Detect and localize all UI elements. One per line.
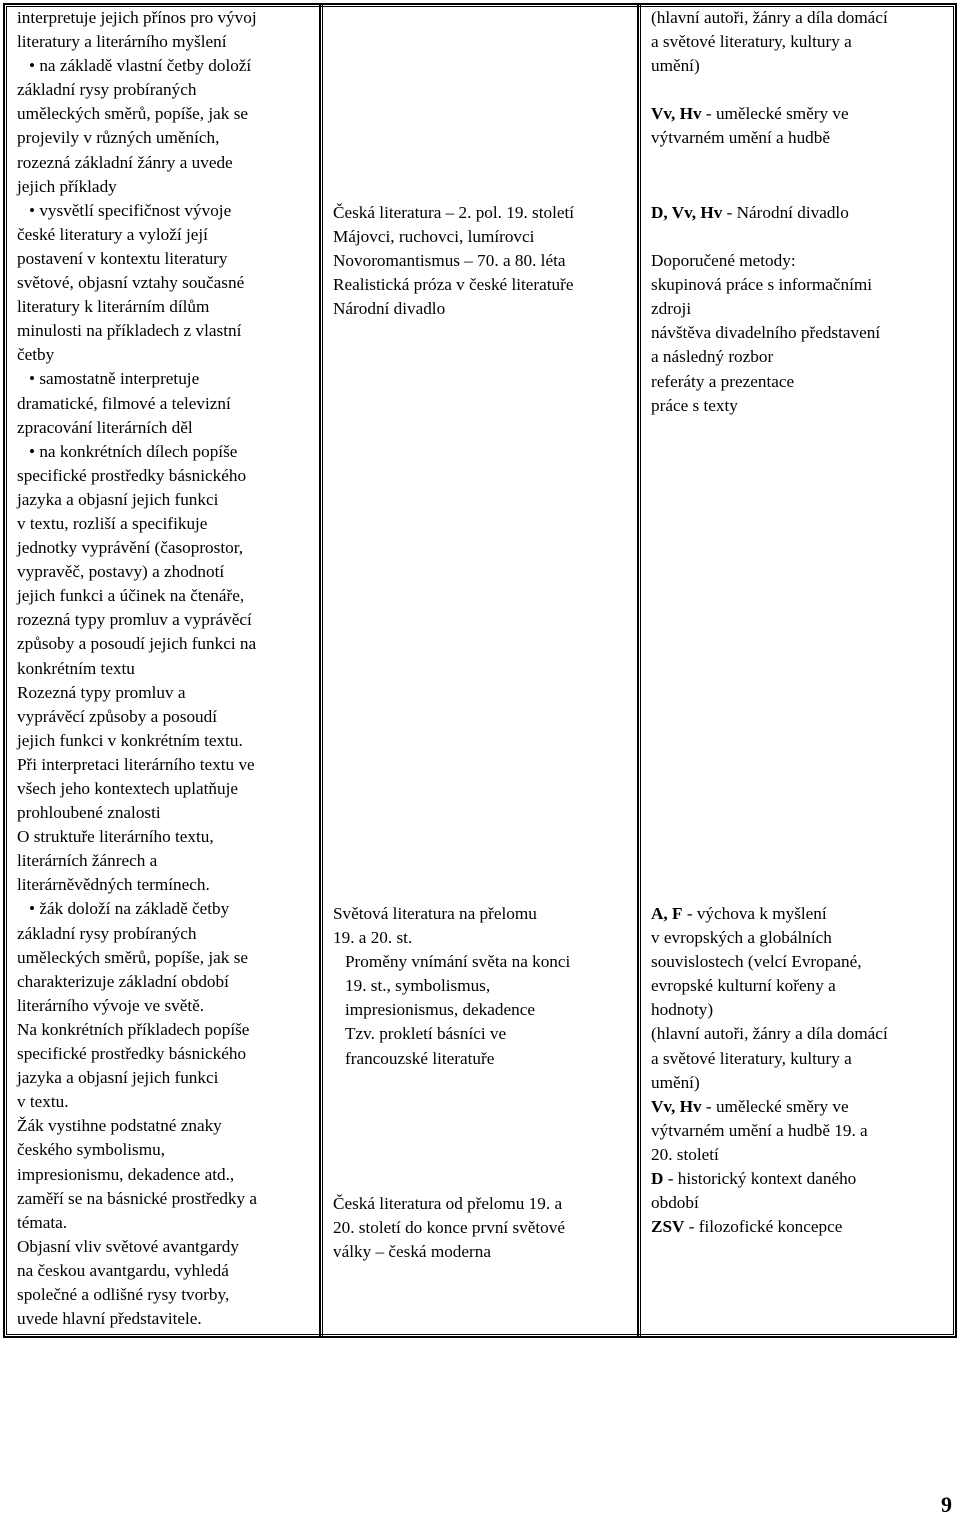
text-line: jejich funkci v konkrétním textu. <box>17 730 243 750</box>
text-line: Na konkrétních příkladech popíše <box>17 1019 250 1039</box>
methods-heading: Doporučené metody: <box>651 251 796 271</box>
text-line: Národní divadlo <box>333 299 446 319</box>
text-line: základní rysy probíraných <box>17 923 197 943</box>
text-line: výtvarném umění a hudbě <box>651 128 830 148</box>
text-line: Vv, Hv - umělecké směry ve <box>651 1096 849 1116</box>
method-item: a následný rozbor <box>651 347 774 367</box>
crosscurricular-low <box>651 902 951 1239</box>
text-line: období <box>651 1193 699 1213</box>
text-line: všech jeho kontextech uplatňuje <box>17 779 238 798</box>
bullet-item: • vysvětlí specifičnost vývoje <box>29 200 232 220</box>
text-line: rozezná základní žánry a uvede <box>17 152 233 172</box>
topics-block-3 <box>333 1192 633 1264</box>
text-line: rozezná typy promluv a vyprávěcí <box>17 610 252 630</box>
text-line: Proměny vnímání světa na konci <box>345 952 571 972</box>
text-line: (hlavní autoři, žánry a díla domácí <box>651 1024 888 1044</box>
text-line: společné a odlišné rysy tvorby, <box>17 1284 230 1304</box>
text-line: způsoby a posoudí jejich funkci na <box>17 634 257 654</box>
text-line: v textu. <box>17 1092 69 1112</box>
text-line: A, F - výchova k myšlení <box>651 904 827 923</box>
text-line: 19. a 20. st. <box>333 928 413 948</box>
text-line: zaměří se na básnické prostředky a <box>17 1188 258 1208</box>
text-line: uměleckých směrů, popíše, jak se <box>17 104 249 124</box>
topics-block-1 <box>333 201 633 321</box>
bullet-item: • žák doloží na základě četby <box>29 899 230 919</box>
method-item: referáty a prezentace <box>651 371 795 391</box>
text-line: Objasní vliv světové avantgardy <box>17 1236 239 1256</box>
text-line: literárních žánrech a <box>17 851 158 871</box>
text-line: 19. st., symbolismus, <box>345 976 491 996</box>
text-line: impresionismus, dekadence <box>345 1000 535 1020</box>
text-line: výtvarném umění a hudbě 19. a <box>651 1120 868 1140</box>
text-line: D - historický kontext daného <box>651 1169 857 1189</box>
text-line: literárního vývoje ve světě. <box>17 995 205 1015</box>
text-line: světové, objasní vztahy současné <box>17 273 245 293</box>
page-number: 9 <box>941 1492 952 1517</box>
text-line: jazyka a objasní jejich funkci <box>17 489 219 509</box>
text-line: jejich funkci a účinek na čtenáře, <box>17 586 245 606</box>
column-divider-2 <box>637 3 639 1338</box>
bullet-item: • samostatně interpretuje <box>29 369 200 389</box>
text-line: témata. <box>17 1212 68 1232</box>
text-line: D, Vv, Hv - Národní divadlo <box>651 203 849 222</box>
crosscurricular-mid <box>651 201 951 418</box>
text-line: zpracování literárních děl <box>17 417 193 437</box>
text-line: Česká literatura od přelomu 19. a <box>333 1194 563 1213</box>
bullet-item: • na konkrétních dílech popíše <box>29 441 238 461</box>
text-line: specifické prostředky básnického <box>17 1044 247 1064</box>
text-line: Světová literatura na přelomu <box>333 904 537 923</box>
text-line: v textu, rozliší a specifikuje <box>17 513 208 533</box>
text-line: impresionismu, dekadence atd., <box>17 1164 235 1184</box>
text-line: v evropských a globálních <box>651 928 832 948</box>
text-line: projevily v různých uměních, <box>17 128 220 148</box>
text-line: vyprávěcí způsoby a posoudí <box>17 706 217 726</box>
text-line: umění) <box>651 1072 700 1092</box>
text-line: (hlavní autoři, žánry a díla domácí <box>651 8 888 27</box>
text-line: Novoromantismus – 70. a 80. léta <box>333 251 566 271</box>
text-line: literárněvědných termínech. <box>17 875 210 895</box>
text-line: umění) <box>651 56 700 76</box>
text-line: Vv, Hv - umělecké směry ve <box>651 104 849 124</box>
text-line: Tzv. prokletí básníci ve <box>345 1024 507 1044</box>
text-line: Žák vystihne podstatné znaky <box>17 1116 222 1136</box>
topics-block-2 <box>333 902 633 1071</box>
method-item: skupinová práce s informačními <box>651 275 872 295</box>
text-line: francouzské literatuře <box>345 1048 495 1068</box>
method-item: návštěva divadelního představení <box>651 323 881 343</box>
text-line: konkrétním textu <box>17 658 135 678</box>
text-line: 20. století <box>651 1144 719 1164</box>
text-line: dramatické, filmové a televizní <box>17 393 231 413</box>
outcomes-column <box>17 6 315 1331</box>
bullet-item: • na základě vlastní četby doloží <box>29 56 252 76</box>
text-line: Česká literatura – 2. pol. 19. století <box>333 203 575 222</box>
crosscurricular-top <box>651 6 951 150</box>
text-line: postavení v kontextu literatury <box>17 248 228 268</box>
text-line: minulosti na příkladech z vlastní <box>17 321 242 341</box>
text-line: literatury k literárním dílům <box>17 297 210 317</box>
text-line: Rozezná typy promluv a <box>17 682 186 702</box>
text-line: Realistická próza v české literatuře <box>333 275 574 295</box>
text-line: Při interpretaci literárního textu ve <box>17 754 255 774</box>
text-line: hodnoty) <box>651 1000 714 1020</box>
text-line: jejich příklady <box>17 176 117 196</box>
column-divider-1 <box>319 3 321 1338</box>
text-line: literatury a literárního myšlení <box>17 32 227 52</box>
text-line: a světové literatury, kultury a <box>651 1048 852 1068</box>
method-item: zdroji <box>651 299 692 319</box>
text-line: 20. století do konce první světové <box>333 1218 565 1238</box>
method-item: práce s texty <box>651 395 738 415</box>
text-line: českého symbolismu, <box>17 1140 165 1160</box>
text-line: války – česká moderna <box>333 1242 491 1262</box>
text-line: četby <box>17 345 55 365</box>
text-line: souvislostech (velcí Evropané, <box>651 952 862 972</box>
text-line: specifické prostředky básnického <box>17 465 247 485</box>
text-line: evropské kulturní kořeny a <box>651 976 836 996</box>
text-line: prohloubené znalosti <box>17 803 161 823</box>
text-line: ZSV - filozofické koncepce <box>651 1217 843 1237</box>
text-line: jazyka a objasní jejich funkci <box>17 1068 219 1088</box>
text-line: jednotky vyprávění (časoprostor, <box>17 538 244 558</box>
text-line: uvede hlavní představitele. <box>17 1309 202 1329</box>
text-line: charakterizuje základní období <box>17 971 229 991</box>
text-line: na českou avantgardu, vyhledá <box>17 1260 229 1280</box>
text-line: a světové literatury, kultury a <box>651 32 852 52</box>
text-line: O struktuře literárního textu, <box>17 827 214 847</box>
text-line: vypravěč, postavy) a zhodnotí <box>17 562 225 582</box>
text-line: Májovci, ruchovci, lumírovci <box>333 227 535 247</box>
text-line: interpretuje jejich přínos pro vývoj <box>17 8 257 27</box>
text-line: základní rysy probíraných <box>17 80 197 100</box>
text-line: uměleckých směrů, popíše, jak se <box>17 947 249 967</box>
text-line: české literatury a vyloží její <box>17 224 208 244</box>
